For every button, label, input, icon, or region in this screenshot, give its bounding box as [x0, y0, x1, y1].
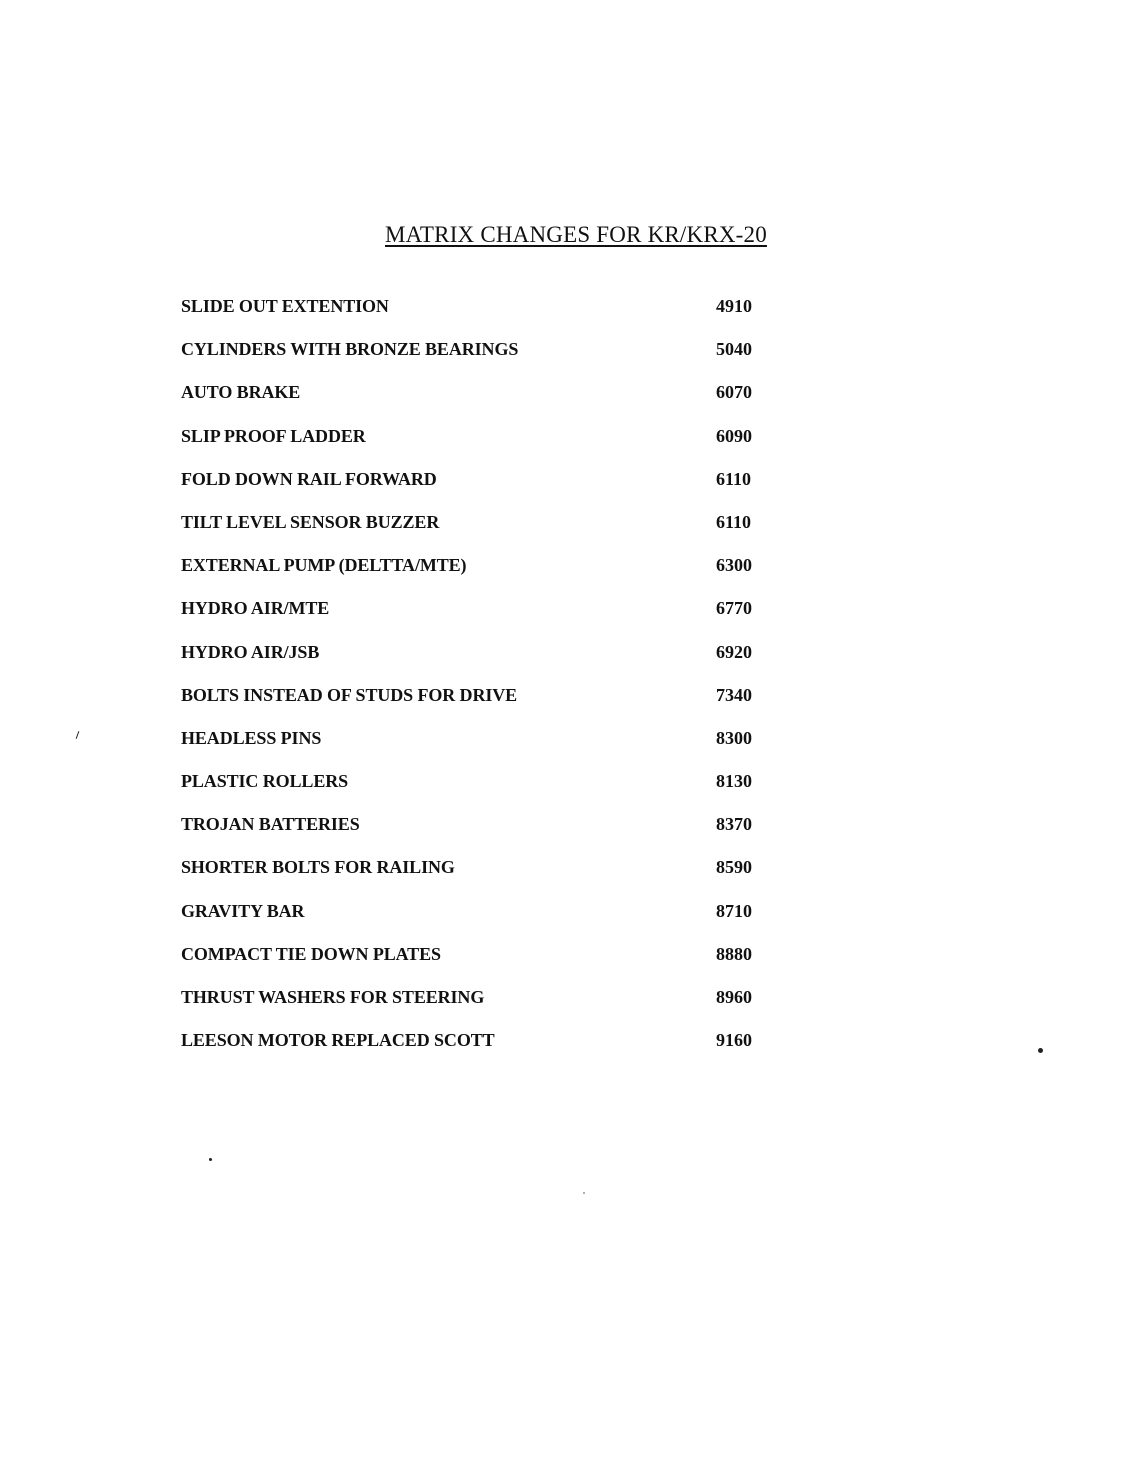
change-row [181, 426, 781, 469]
change-number: 8370 [716, 814, 752, 835]
change-row [181, 857, 781, 900]
change-description: THRUST WASHERS FOR STEERING [181, 987, 485, 1007]
change-number: 8590 [716, 857, 752, 878]
change-number: 6110 [716, 468, 752, 489]
change-number: 6110 [716, 511, 752, 532]
change-description: TROJAN BATTERIES [181, 814, 360, 835]
change-description: LEESON MOTOR REPLACED SCOTT [181, 1030, 495, 1051]
document-title: MATRIX CHANGES FOR KR/KRX-20 [385, 222, 767, 247]
change-number: 8300 [716, 727, 752, 748]
change-number: 9160 [716, 1030, 752, 1051]
scan-speck [1038, 1048, 1043, 1053]
change-number: 6300 [716, 555, 752, 576]
change-description: HYDRO AIR/JSB [181, 641, 320, 662]
change-row [181, 512, 781, 555]
change-description: EXTERNAL PUMP (DELTTA/MTE) [181, 555, 467, 576]
change-number: 6070 [716, 382, 752, 403]
change-description: CYLINDERS WITH BRONZE BEARINGS [181, 339, 519, 360]
change-description: AUTO BRAKE [181, 382, 301, 403]
change-row [181, 1030, 781, 1073]
change-number: 6920 [716, 641, 752, 662]
change-row [181, 814, 781, 857]
change-number: 8710 [716, 900, 752, 921]
change-list [181, 296, 781, 1073]
change-description: HYDRO AIR/MTE [181, 598, 330, 619]
change-description: BOLTS INSTEAD OF STUDS FOR DRIVE [181, 684, 518, 705]
change-description: GRAVITY BAR [181, 900, 305, 921]
change-number: 5040 [716, 339, 752, 360]
change-row [181, 598, 781, 641]
change-description: SLIP PROOF LADDER [181, 425, 366, 446]
change-number: 8130 [716, 771, 752, 792]
change-row [181, 339, 781, 382]
change-row [181, 728, 781, 771]
change-row [181, 987, 781, 1030]
change-number: 7340 [716, 684, 752, 705]
change-description: HEADLESS PINS [181, 727, 322, 748]
change-description: PLASTIC ROLLERS [181, 771, 349, 792]
change-row [181, 555, 781, 598]
change-description: SHORTER BOLTS FOR RAILING [181, 857, 455, 878]
change-description: COMPACT TIE DOWN PLATES [181, 943, 441, 964]
scan-speck [209, 1158, 212, 1161]
change-row [181, 771, 781, 814]
change-description: FOLD DOWN RAIL FORWARD [181, 468, 437, 489]
change-row [181, 382, 781, 425]
change-description: SLIDE OUT EXTENTION [181, 296, 389, 316]
change-row [181, 642, 781, 685]
scan-speck [583, 1192, 585, 1194]
change-number: 8880 [716, 943, 752, 964]
scan-speck [76, 731, 80, 739]
change-row [181, 901, 781, 944]
change-row [181, 685, 781, 728]
change-number: 8960 [716, 987, 752, 1007]
change-row [181, 296, 781, 339]
change-row [181, 469, 781, 512]
change-description: TILT LEVEL SENSOR BUZZER [181, 511, 440, 532]
change-number: 6770 [716, 598, 752, 619]
change-number: 6090 [716, 425, 752, 446]
change-row [181, 944, 781, 987]
change-number: 4910 [716, 296, 752, 316]
